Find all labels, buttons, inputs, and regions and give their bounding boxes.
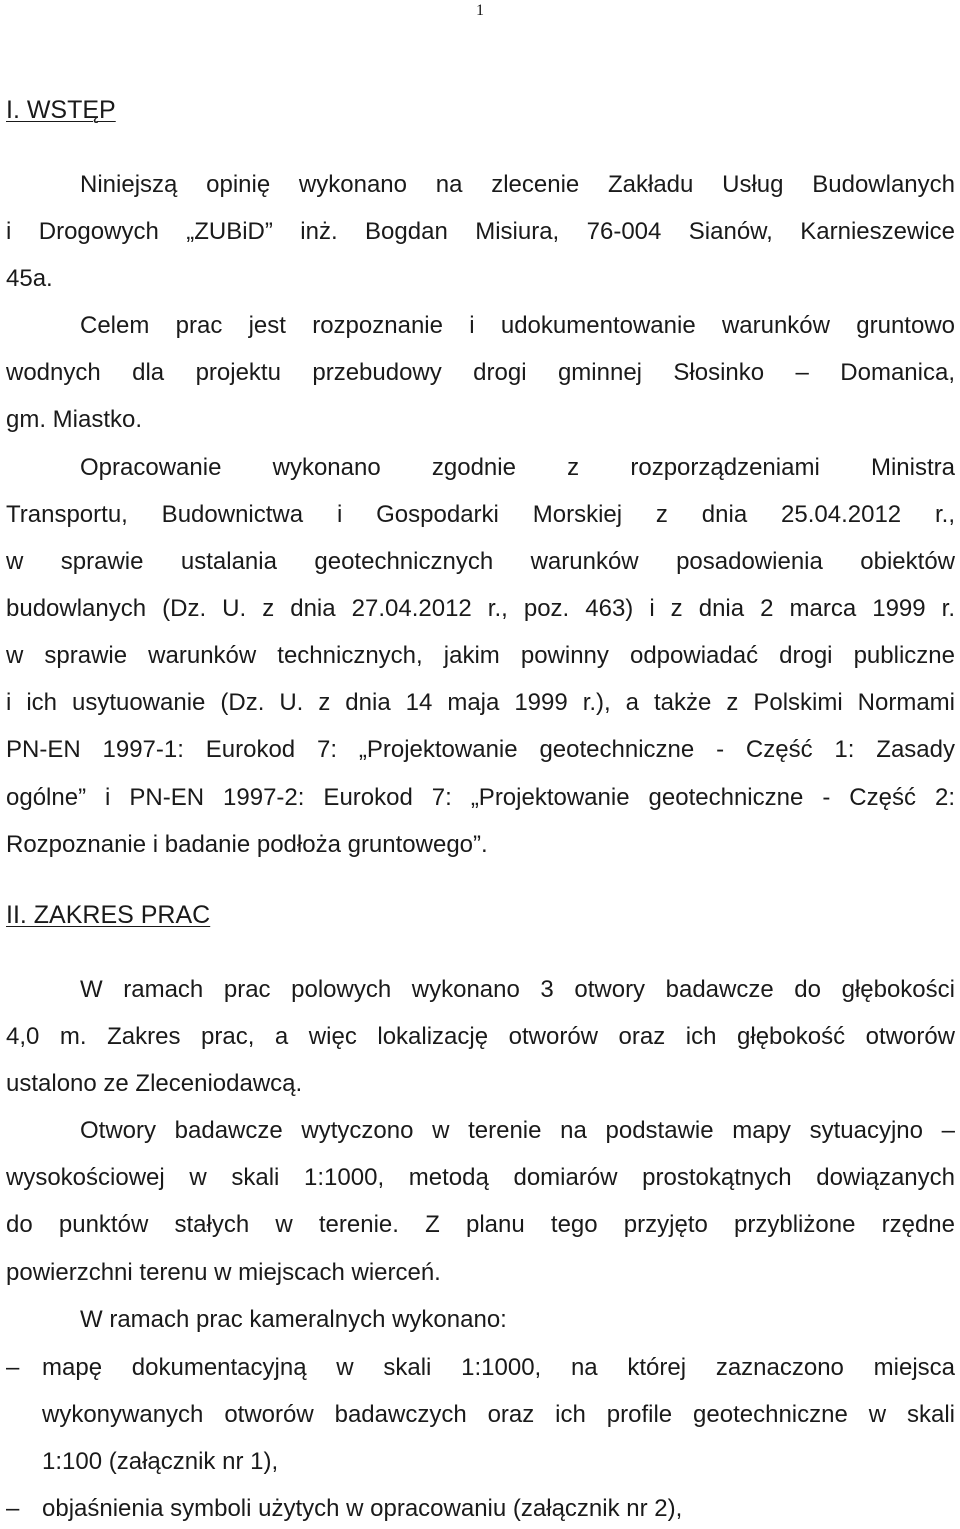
- paragraph-line: Celem prac jest rozpoznanie i udokumentowanie warunków gruntowo: [80, 312, 955, 339]
- paragraph-line: ogólne” i PN-EN 1997-2: Eurokod 7: „Projektowanie geotechniczne - Część 2:: [6, 784, 955, 811]
- bullet-dash: –: [6, 1354, 20, 1381]
- paragraph-line: Otwory badawcze wytyczono w terenie na podstawie mapy sytuacyjno –: [80, 1117, 955, 1144]
- paragraph-line: wodnych dla projektu przebudowy drogi gminnej Słosinko – Domanica,: [6, 359, 955, 386]
- paragraph-line: Opracowanie wykonano zgodnie z rozporządzeniami Ministra: [80, 454, 955, 481]
- paragraph-line: budowlanych (Dz. U. z dnia 27.04.2012 r., poz. 463) i z dnia 2 marca 1999 r.: [6, 595, 955, 622]
- section-heading-intro: I. WSTĘP: [6, 96, 116, 124]
- paragraph-line: W ramach prac kameralnych wykonano:: [80, 1306, 507, 1333]
- bullet-dash: –: [6, 1495, 20, 1522]
- paragraph-line: Niniejszą opinię wykonano na zlecenie Zakładu Usług Budowlanych: [80, 171, 955, 198]
- bullet-line: wykonywanych otworów badawczych oraz ich profile geotechniczne w skali: [42, 1401, 955, 1428]
- paragraph-line: W ramach prac polowych wykonano 3 otwory badawcze do głębokości: [80, 976, 955, 1003]
- paragraph-line: Rozpoznanie i badanie podłoża gruntowego”.: [6, 831, 488, 858]
- paragraph-line: Transportu, Budownictwa i Gospodarki Morskiej z dnia 25.04.2012 r.,: [6, 501, 955, 528]
- bullet-line: objaśnienia symboli użytych w opracowaniu (załącznik nr 2),: [42, 1495, 683, 1522]
- paragraph-line: w sprawie warunków technicznych, jakim powinny odpowiadać drogi publiczne: [6, 642, 955, 669]
- paragraph-line: i ich usytuowanie (Dz. U. z dnia 14 maja 1999 r.), a także z Polskimi Normami: [6, 689, 955, 716]
- page-number: 1: [476, 2, 484, 19]
- paragraph-line: 45a.: [6, 265, 53, 292]
- paragraph-line: powierzchni terenu w miejscach wierceń.: [6, 1259, 441, 1286]
- bullet-line: mapę dokumentacyjną w skali 1:1000, na której zaznaczono miejsca: [42, 1354, 955, 1381]
- paragraph-line: i Drogowych „ZUBiD” inż. Bogdan Misiura, 76-004 Sianów, Karnieszewice: [6, 218, 955, 245]
- paragraph-line: ustalono ze Zleceniodawcą.: [6, 1070, 303, 1097]
- paragraph-line: wysokościowej w skali 1:1000, metodą domiarów prostokątnych dowiązanych: [6, 1164, 955, 1191]
- bullet-line: 1:100 (załącznik nr 1),: [42, 1448, 279, 1475]
- paragraph-line: w sprawie ustalania geotechnicznych warunków posadowienia obiektów: [6, 548, 955, 575]
- section-heading-scope: II. ZAKRES PRAC: [6, 901, 211, 929]
- paragraph-line: PN-EN 1997-1: Eurokod 7: „Projektowanie geotechniczne - Część 1: Zasady: [6, 736, 955, 763]
- paragraph-line: do punktów stałych w terenie. Z planu tego przyjęto przybliżone rzędne: [6, 1211, 955, 1238]
- paragraph-line: 4,0 m. Zakres prac, a więc lokalizację otworów oraz ich głębokość otworów: [6, 1023, 955, 1050]
- paragraph-line: gm. Miastko.: [6, 406, 143, 433]
